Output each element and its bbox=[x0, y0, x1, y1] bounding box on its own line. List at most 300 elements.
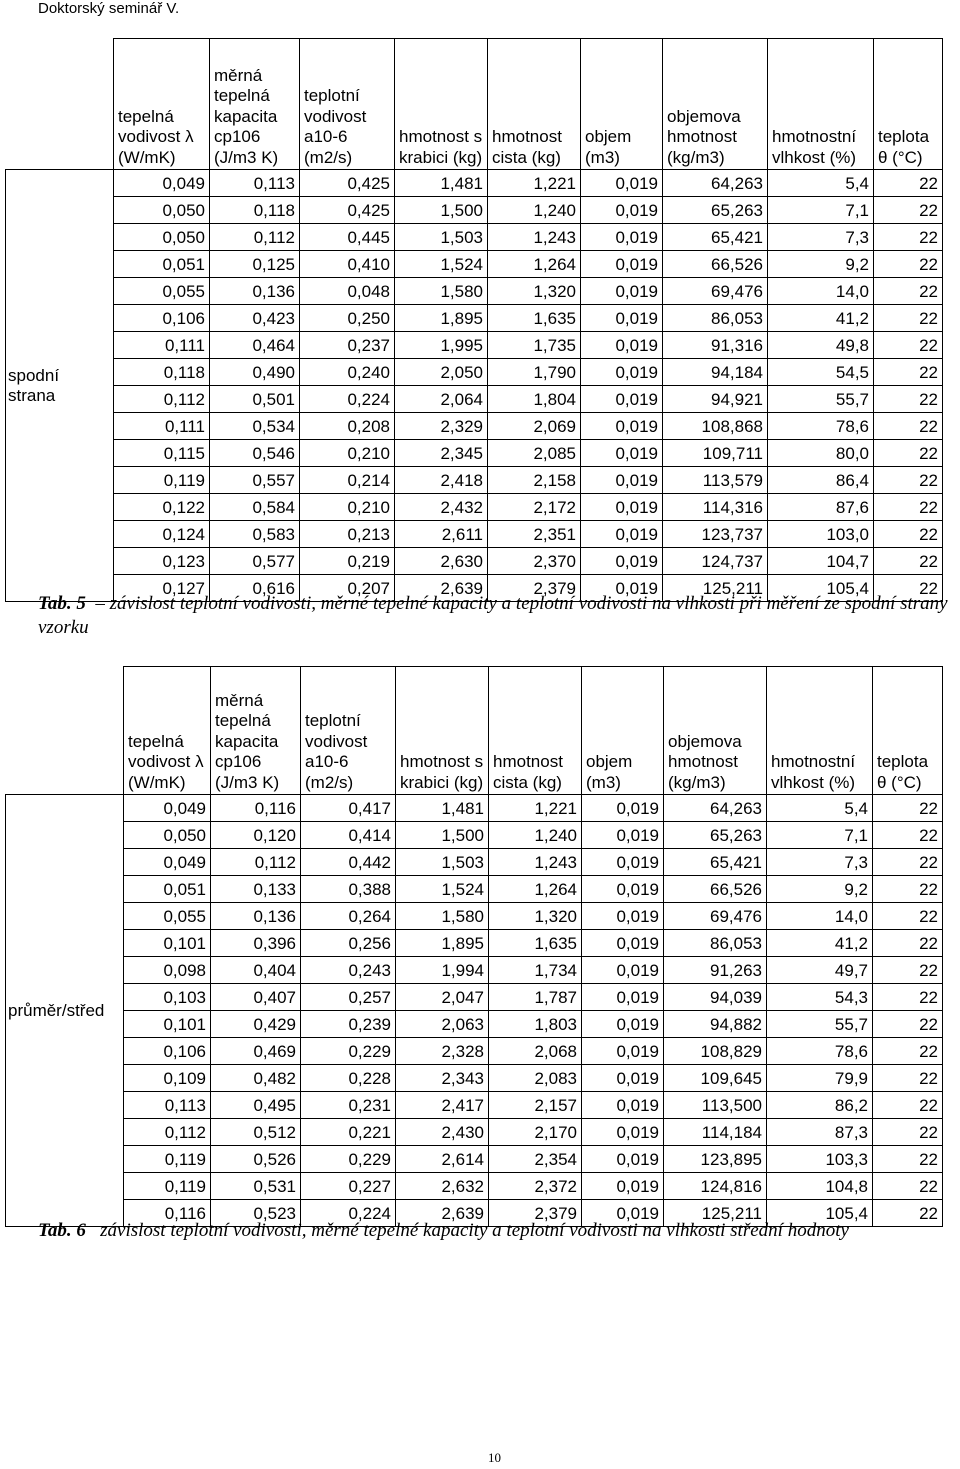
table-cell: 2,069 bbox=[488, 413, 581, 440]
table-cell: 0,404 bbox=[211, 957, 301, 984]
table-cell: 2,170 bbox=[489, 1119, 582, 1146]
table-row bbox=[6, 413, 943, 440]
table-cell: 105,4 bbox=[767, 1200, 873, 1227]
table-cell: 0,482 bbox=[211, 1065, 301, 1092]
table-cell: 65,263 bbox=[664, 822, 767, 849]
table-cell: 0,049 bbox=[114, 170, 210, 197]
table-row bbox=[6, 822, 943, 849]
table-cell: 0,019 bbox=[581, 251, 663, 278]
table-cell: 0,256 bbox=[301, 930, 396, 957]
table-cell: 1,524 bbox=[395, 251, 488, 278]
table-2-header-row bbox=[6, 667, 943, 795]
table-cell: 1,580 bbox=[395, 278, 488, 305]
table-cell: 22 bbox=[873, 795, 943, 822]
table-cell: 0,101 bbox=[124, 1011, 211, 1038]
table-1-header-row bbox=[6, 39, 943, 170]
table-cell: 0,055 bbox=[124, 903, 211, 930]
table-cell: 123,737 bbox=[663, 521, 768, 548]
table-cell: 22 bbox=[874, 494, 943, 521]
table-cell: 0,577 bbox=[210, 548, 300, 575]
table-cell: 22 bbox=[874, 170, 943, 197]
table-cell: 0,019 bbox=[581, 494, 663, 521]
table-cell: 2,351 bbox=[488, 521, 581, 548]
header-cell: měrná tepelná kapacita cp106 (J/m3 K) bbox=[210, 39, 300, 170]
header-cell: hmotnostní vlhkost (%) bbox=[767, 667, 873, 795]
table-cell: 0,410 bbox=[300, 251, 395, 278]
table-cell: 22 bbox=[874, 467, 943, 494]
table-cell: 0,019 bbox=[581, 278, 663, 305]
table-cell: 0,019 bbox=[582, 1146, 664, 1173]
table-cell: 9,2 bbox=[768, 251, 874, 278]
table-cell: 94,184 bbox=[663, 359, 768, 386]
table-cell: 2,611 bbox=[395, 521, 488, 548]
table-row bbox=[6, 1119, 943, 1146]
table-cell: 22 bbox=[873, 984, 943, 1011]
table-cell: 0,112 bbox=[210, 224, 300, 251]
table-cell: 1,481 bbox=[395, 170, 488, 197]
table-cell: 54,5 bbox=[768, 359, 874, 386]
table-cell: 0,526 bbox=[211, 1146, 301, 1173]
table-cell: 7,3 bbox=[768, 224, 874, 251]
table-cell: 1,503 bbox=[396, 849, 489, 876]
table-cell: 41,2 bbox=[768, 305, 874, 332]
table-cell: 0,229 bbox=[301, 1146, 396, 1173]
table-cell: 1,994 bbox=[396, 957, 489, 984]
header-cell: tepelná vodivost λ (W/mK) bbox=[114, 39, 210, 170]
table-cell: 0,123 bbox=[114, 548, 210, 575]
table-cell: 1,735 bbox=[488, 332, 581, 359]
table-cell: 0,048 bbox=[300, 278, 395, 305]
table-cell: 22 bbox=[874, 521, 943, 548]
table-cell: 124,737 bbox=[663, 548, 768, 575]
table-cell: 2,639 bbox=[395, 575, 488, 602]
table-cell: 22 bbox=[873, 903, 943, 930]
table-cell: 22 bbox=[873, 1038, 943, 1065]
table-cell: 109,711 bbox=[663, 440, 768, 467]
table-row bbox=[6, 930, 943, 957]
table-cell: 1,221 bbox=[489, 795, 582, 822]
table-cell: 1,320 bbox=[488, 278, 581, 305]
side-label: průměr/střed bbox=[6, 795, 124, 1227]
table-cell: 0,019 bbox=[581, 305, 663, 332]
table-cell: 103,0 bbox=[768, 521, 874, 548]
table-cell: 2,158 bbox=[488, 467, 581, 494]
table-cell: 123,895 bbox=[664, 1146, 767, 1173]
table-cell: 108,829 bbox=[664, 1038, 767, 1065]
table-cell: 14,0 bbox=[767, 903, 873, 930]
header-cell: objemova hmotnost (kg/m3) bbox=[663, 39, 768, 170]
table-cell: 2,063 bbox=[396, 1011, 489, 1038]
table-cell: 0,101 bbox=[124, 930, 211, 957]
table-cell: 0,136 bbox=[211, 903, 301, 930]
table-row bbox=[6, 521, 943, 548]
table-cell: 1,500 bbox=[396, 822, 489, 849]
table-cell: 94,921 bbox=[663, 386, 768, 413]
table-cell: 0,425 bbox=[300, 197, 395, 224]
table-cell: 0,051 bbox=[124, 876, 211, 903]
table-cell: 0,119 bbox=[124, 1146, 211, 1173]
header-cell: tepelná vodivost λ (W/mK) bbox=[124, 667, 211, 795]
table-cell: 22 bbox=[874, 575, 943, 602]
table-1-corner bbox=[6, 39, 114, 170]
table-cell: 2,370 bbox=[488, 548, 581, 575]
table-cell: 2,418 bbox=[395, 467, 488, 494]
table-row bbox=[6, 903, 943, 930]
table-cell: 0,019 bbox=[582, 984, 664, 1011]
table-cell: 0,414 bbox=[301, 822, 396, 849]
table-cell: 2,047 bbox=[396, 984, 489, 1011]
table-cell: 2,372 bbox=[489, 1173, 582, 1200]
table-cell: 80,0 bbox=[768, 440, 874, 467]
table-cell: 91,316 bbox=[663, 332, 768, 359]
table-row bbox=[6, 1173, 943, 1200]
table-cell: 0,616 bbox=[210, 575, 300, 602]
table-2-caption bbox=[38, 1219, 956, 1243]
table-cell: 22 bbox=[873, 1146, 943, 1173]
table-cell: 0,495 bbox=[211, 1092, 301, 1119]
table-cell: 113,500 bbox=[664, 1092, 767, 1119]
table-cell: 65,263 bbox=[663, 197, 768, 224]
table-row bbox=[6, 467, 943, 494]
table-cell: 22 bbox=[874, 386, 943, 413]
table-row bbox=[6, 957, 943, 984]
table-cell: 22 bbox=[873, 1200, 943, 1227]
table-cell: 2,379 bbox=[488, 575, 581, 602]
table-cell: 2,354 bbox=[489, 1146, 582, 1173]
table-row bbox=[6, 197, 943, 224]
table-cell: 0,109 bbox=[124, 1065, 211, 1092]
table-1-body bbox=[6, 170, 943, 602]
table-cell: 0,119 bbox=[124, 1173, 211, 1200]
table-cell: 66,526 bbox=[663, 251, 768, 278]
table-cell: 0,112 bbox=[211, 849, 301, 876]
table-cell: 0,019 bbox=[581, 170, 663, 197]
table-cell: 86,2 bbox=[767, 1092, 873, 1119]
table-cell: 22 bbox=[874, 359, 943, 386]
table-2-corner bbox=[6, 667, 124, 795]
page-number: 10 bbox=[488, 1450, 501, 1465]
table-cell: 0,106 bbox=[124, 1038, 211, 1065]
table-cell: 0,019 bbox=[582, 903, 664, 930]
table-2-wrapper bbox=[5, 666, 942, 1227]
table-cell: 0,512 bbox=[211, 1119, 301, 1146]
header-cell: hmotnost s krabici (kg) bbox=[395, 39, 488, 170]
table-cell: 0,019 bbox=[582, 930, 664, 957]
table-row bbox=[6, 170, 943, 197]
table-cell: 7,3 bbox=[767, 849, 873, 876]
running-head: Doktorský seminář V. bbox=[38, 0, 180, 17]
table-cell: 0,464 bbox=[210, 332, 300, 359]
table-cell: 0,120 bbox=[211, 822, 301, 849]
table-row bbox=[6, 548, 943, 575]
table-cell: 0,243 bbox=[301, 957, 396, 984]
table-cell: 0,423 bbox=[210, 305, 300, 332]
table-cell: 2,329 bbox=[395, 413, 488, 440]
table-cell: 0,116 bbox=[211, 795, 301, 822]
table-cell: 0,019 bbox=[582, 1200, 664, 1227]
table-cell: 2,345 bbox=[395, 440, 488, 467]
table-cell: 22 bbox=[874, 413, 943, 440]
table-cell: 22 bbox=[873, 1011, 943, 1038]
header-cell: hmotnost cista (kg) bbox=[489, 667, 582, 795]
table-cell: 5,4 bbox=[768, 170, 874, 197]
table-cell: 22 bbox=[873, 822, 943, 849]
header-cell: hmotnost cista (kg) bbox=[488, 39, 581, 170]
table-cell: 0,019 bbox=[582, 1173, 664, 1200]
table-cell: 0,407 bbox=[211, 984, 301, 1011]
table-cell: 49,8 bbox=[768, 332, 874, 359]
table-cell: 0,118 bbox=[114, 359, 210, 386]
table-cell: 0,019 bbox=[582, 1038, 664, 1065]
table-cell: 109,645 bbox=[664, 1065, 767, 1092]
table-cell: 1,503 bbox=[395, 224, 488, 251]
table-row bbox=[6, 251, 943, 278]
table-cell: 0,051 bbox=[114, 251, 210, 278]
table-cell: 0,396 bbox=[211, 930, 301, 957]
table-cell: 2,172 bbox=[488, 494, 581, 521]
table-cell: 1,243 bbox=[489, 849, 582, 876]
table-cell: 0,224 bbox=[301, 1200, 396, 1227]
table-row bbox=[6, 359, 943, 386]
table-cell: 87,6 bbox=[768, 494, 874, 521]
table-cell: 0,210 bbox=[300, 440, 395, 467]
table-cell: 2,630 bbox=[395, 548, 488, 575]
caption-dash bbox=[91, 1220, 101, 1241]
table-cell: 0,019 bbox=[582, 795, 664, 822]
table-cell: 0,049 bbox=[124, 795, 211, 822]
table-cell: 5,4 bbox=[767, 795, 873, 822]
table-cell: 94,039 bbox=[664, 984, 767, 1011]
table-cell: 22 bbox=[873, 930, 943, 957]
table-cell: 2,050 bbox=[395, 359, 488, 386]
table-cell: 2,379 bbox=[489, 1200, 582, 1227]
table-cell: 22 bbox=[873, 1065, 943, 1092]
table-cell: 1,803 bbox=[489, 1011, 582, 1038]
table-cell: 0,113 bbox=[124, 1092, 211, 1119]
table-cell: 22 bbox=[873, 849, 943, 876]
table-cell: 0,227 bbox=[301, 1173, 396, 1200]
table-cell: 1,524 bbox=[396, 876, 489, 903]
table-row bbox=[6, 332, 943, 359]
table-cell: 2,068 bbox=[489, 1038, 582, 1065]
table-cell: 1,787 bbox=[489, 984, 582, 1011]
table-cell: 0,050 bbox=[124, 822, 211, 849]
table-cell: 0,546 bbox=[210, 440, 300, 467]
table-cell: 0,125 bbox=[210, 251, 300, 278]
caption-dash: – bbox=[90, 593, 110, 614]
table-cell: 103,3 bbox=[767, 1146, 873, 1173]
table-cell: 7,1 bbox=[767, 822, 873, 849]
table-row bbox=[6, 305, 943, 332]
table-cell: 0,019 bbox=[581, 359, 663, 386]
table-cell: 2,417 bbox=[396, 1092, 489, 1119]
table-cell: 0,111 bbox=[114, 332, 210, 359]
table-cell: 0,210 bbox=[300, 494, 395, 521]
table-cell: 0,239 bbox=[301, 1011, 396, 1038]
table-cell: 0,112 bbox=[114, 386, 210, 413]
caption-text: závislost teplotní vodivosti, měrné tepelné kapacity a teplotní vodivosti na vlhkosti při měření ze spodní strany vzorku bbox=[38, 593, 948, 638]
table-cell: 22 bbox=[873, 1119, 943, 1146]
table-cell: 2,639 bbox=[396, 1200, 489, 1227]
table-cell: 0,019 bbox=[582, 822, 664, 849]
table-cell: 113,579 bbox=[663, 467, 768, 494]
table-cell: 69,476 bbox=[663, 278, 768, 305]
table-cell: 65,421 bbox=[664, 849, 767, 876]
table-cell: 0,469 bbox=[211, 1038, 301, 1065]
table-cell: 1,240 bbox=[489, 822, 582, 849]
table-cell: 0,019 bbox=[581, 467, 663, 494]
table-cell: 49,7 bbox=[767, 957, 873, 984]
table-cell: 0,112 bbox=[124, 1119, 211, 1146]
table-cell: 22 bbox=[874, 305, 943, 332]
table-cell: 64,263 bbox=[664, 795, 767, 822]
table-cell: 124,816 bbox=[664, 1173, 767, 1200]
table-cell: 2,430 bbox=[396, 1119, 489, 1146]
table-cell: 0,019 bbox=[581, 413, 663, 440]
table-cell: 104,8 bbox=[767, 1173, 873, 1200]
table-cell: 1,240 bbox=[488, 197, 581, 224]
table-cell: 0,557 bbox=[210, 467, 300, 494]
table-cell: 0,049 bbox=[124, 849, 211, 876]
table-cell: 0,219 bbox=[300, 548, 395, 575]
table-cell: 108,868 bbox=[663, 413, 768, 440]
table-2-body bbox=[6, 795, 943, 1227]
table-cell: 22 bbox=[874, 332, 943, 359]
header-cell: objemova hmotnost (kg/m3) bbox=[664, 667, 767, 795]
table-cell: 1,790 bbox=[488, 359, 581, 386]
table-cell: 0,442 bbox=[301, 849, 396, 876]
table-cell: 1,895 bbox=[395, 305, 488, 332]
table-cell: 2,432 bbox=[395, 494, 488, 521]
table-cell: 114,184 bbox=[664, 1119, 767, 1146]
table-cell: 0,113 bbox=[210, 170, 300, 197]
table-cell: 0,133 bbox=[211, 876, 301, 903]
table-cell: 0,445 bbox=[300, 224, 395, 251]
table-cell: 114,316 bbox=[663, 494, 768, 521]
table-cell: 2,157 bbox=[489, 1092, 582, 1119]
table-cell: 78,6 bbox=[768, 413, 874, 440]
table-cell: 0,098 bbox=[124, 957, 211, 984]
header-cell: objem (m3) bbox=[582, 667, 664, 795]
header-cell: hmotnost s krabici (kg) bbox=[396, 667, 489, 795]
table-cell: 0,228 bbox=[301, 1065, 396, 1092]
table-cell: 54,3 bbox=[767, 984, 873, 1011]
header-cell: hmotnostní vlhkost (%) bbox=[768, 39, 874, 170]
table-row bbox=[6, 224, 943, 251]
table-cell: 0,019 bbox=[582, 849, 664, 876]
table-cell: 104,7 bbox=[768, 548, 874, 575]
table-cell: 0,417 bbox=[301, 795, 396, 822]
table-cell: 86,053 bbox=[663, 305, 768, 332]
table-cell: 1,580 bbox=[396, 903, 489, 930]
table-cell: 0,115 bbox=[114, 440, 210, 467]
table-cell: 0,490 bbox=[210, 359, 300, 386]
table-row bbox=[6, 984, 943, 1011]
table-cell: 0,019 bbox=[581, 521, 663, 548]
table-cell: 0,229 bbox=[301, 1038, 396, 1065]
table-cell: 0,118 bbox=[210, 197, 300, 224]
table-row bbox=[6, 849, 943, 876]
table-cell: 2,083 bbox=[489, 1065, 582, 1092]
table-cell: 1,481 bbox=[396, 795, 489, 822]
table-cell: 1,264 bbox=[489, 876, 582, 903]
table-cell: 94,882 bbox=[664, 1011, 767, 1038]
header-cell: měrná tepelná kapacita cp106 (J/m3 K) bbox=[211, 667, 301, 795]
table-row bbox=[6, 876, 943, 903]
table-cell: 125,211 bbox=[664, 1200, 767, 1227]
header-cell: teplota θ (°C) bbox=[873, 667, 943, 795]
table-2 bbox=[5, 666, 943, 1227]
table-cell: 0,019 bbox=[581, 332, 663, 359]
table-cell: 9,2 bbox=[767, 876, 873, 903]
table-cell: 22 bbox=[873, 1092, 943, 1119]
table-row bbox=[6, 440, 943, 467]
table-cell: 0,019 bbox=[582, 1092, 664, 1119]
table-cell: 0,534 bbox=[210, 413, 300, 440]
table-cell: 2,064 bbox=[395, 386, 488, 413]
table-cell: 2,614 bbox=[396, 1146, 489, 1173]
table-cell: 0,221 bbox=[301, 1119, 396, 1146]
table-cell: 0,388 bbox=[301, 876, 396, 903]
table-cell: 0,019 bbox=[582, 1011, 664, 1038]
table-1-caption bbox=[38, 592, 956, 640]
table-cell: 0,019 bbox=[582, 957, 664, 984]
header-cell: teplota θ (°C) bbox=[874, 39, 943, 170]
table-cell: 0,264 bbox=[301, 903, 396, 930]
table-cell: 0,116 bbox=[124, 1200, 211, 1227]
table-cell: 0,019 bbox=[582, 876, 664, 903]
table-cell: 22 bbox=[874, 251, 943, 278]
table-cell: 1,995 bbox=[395, 332, 488, 359]
table-cell: 2,328 bbox=[396, 1038, 489, 1065]
table-cell: 1,500 bbox=[395, 197, 488, 224]
caption-label: Tab. 5 bbox=[38, 593, 86, 614]
table-cell: 0,019 bbox=[582, 1065, 664, 1092]
table-cell: 91,263 bbox=[664, 957, 767, 984]
table-cell: 0,429 bbox=[211, 1011, 301, 1038]
table-cell: 105,4 bbox=[768, 575, 874, 602]
table-cell: 69,476 bbox=[664, 903, 767, 930]
table-cell: 0,111 bbox=[114, 413, 210, 440]
table-cell: 125,211 bbox=[663, 575, 768, 602]
table-cell: 41,2 bbox=[767, 930, 873, 957]
table-cell: 87,3 bbox=[767, 1119, 873, 1146]
table-cell: 0,240 bbox=[300, 359, 395, 386]
table-row bbox=[6, 1038, 943, 1065]
table-cell: 79,9 bbox=[767, 1065, 873, 1092]
table-cell: 0,224 bbox=[300, 386, 395, 413]
table-row bbox=[6, 278, 943, 305]
table-row bbox=[6, 795, 943, 822]
table-cell: 86,053 bbox=[664, 930, 767, 957]
table-cell: 0,019 bbox=[581, 386, 663, 413]
table-cell: 2,343 bbox=[396, 1065, 489, 1092]
table-cell: 0,208 bbox=[300, 413, 395, 440]
table-cell: 86,4 bbox=[768, 467, 874, 494]
caption-label: Tab. 6 bbox=[38, 1220, 86, 1241]
table-cell: 7,1 bbox=[768, 197, 874, 224]
table-cell: 0,127 bbox=[114, 575, 210, 602]
header-cell: teplotní vodivost a10-6 (m2/s) bbox=[300, 39, 395, 170]
table-cell: 22 bbox=[874, 224, 943, 251]
table-cell: 0,425 bbox=[300, 170, 395, 197]
table-cell: 0,250 bbox=[300, 305, 395, 332]
table-cell: 0,050 bbox=[114, 197, 210, 224]
table-cell: 0,019 bbox=[581, 197, 663, 224]
table-cell: 0,257 bbox=[301, 984, 396, 1011]
table-cell: 55,7 bbox=[767, 1011, 873, 1038]
table-cell: 1,320 bbox=[489, 903, 582, 930]
